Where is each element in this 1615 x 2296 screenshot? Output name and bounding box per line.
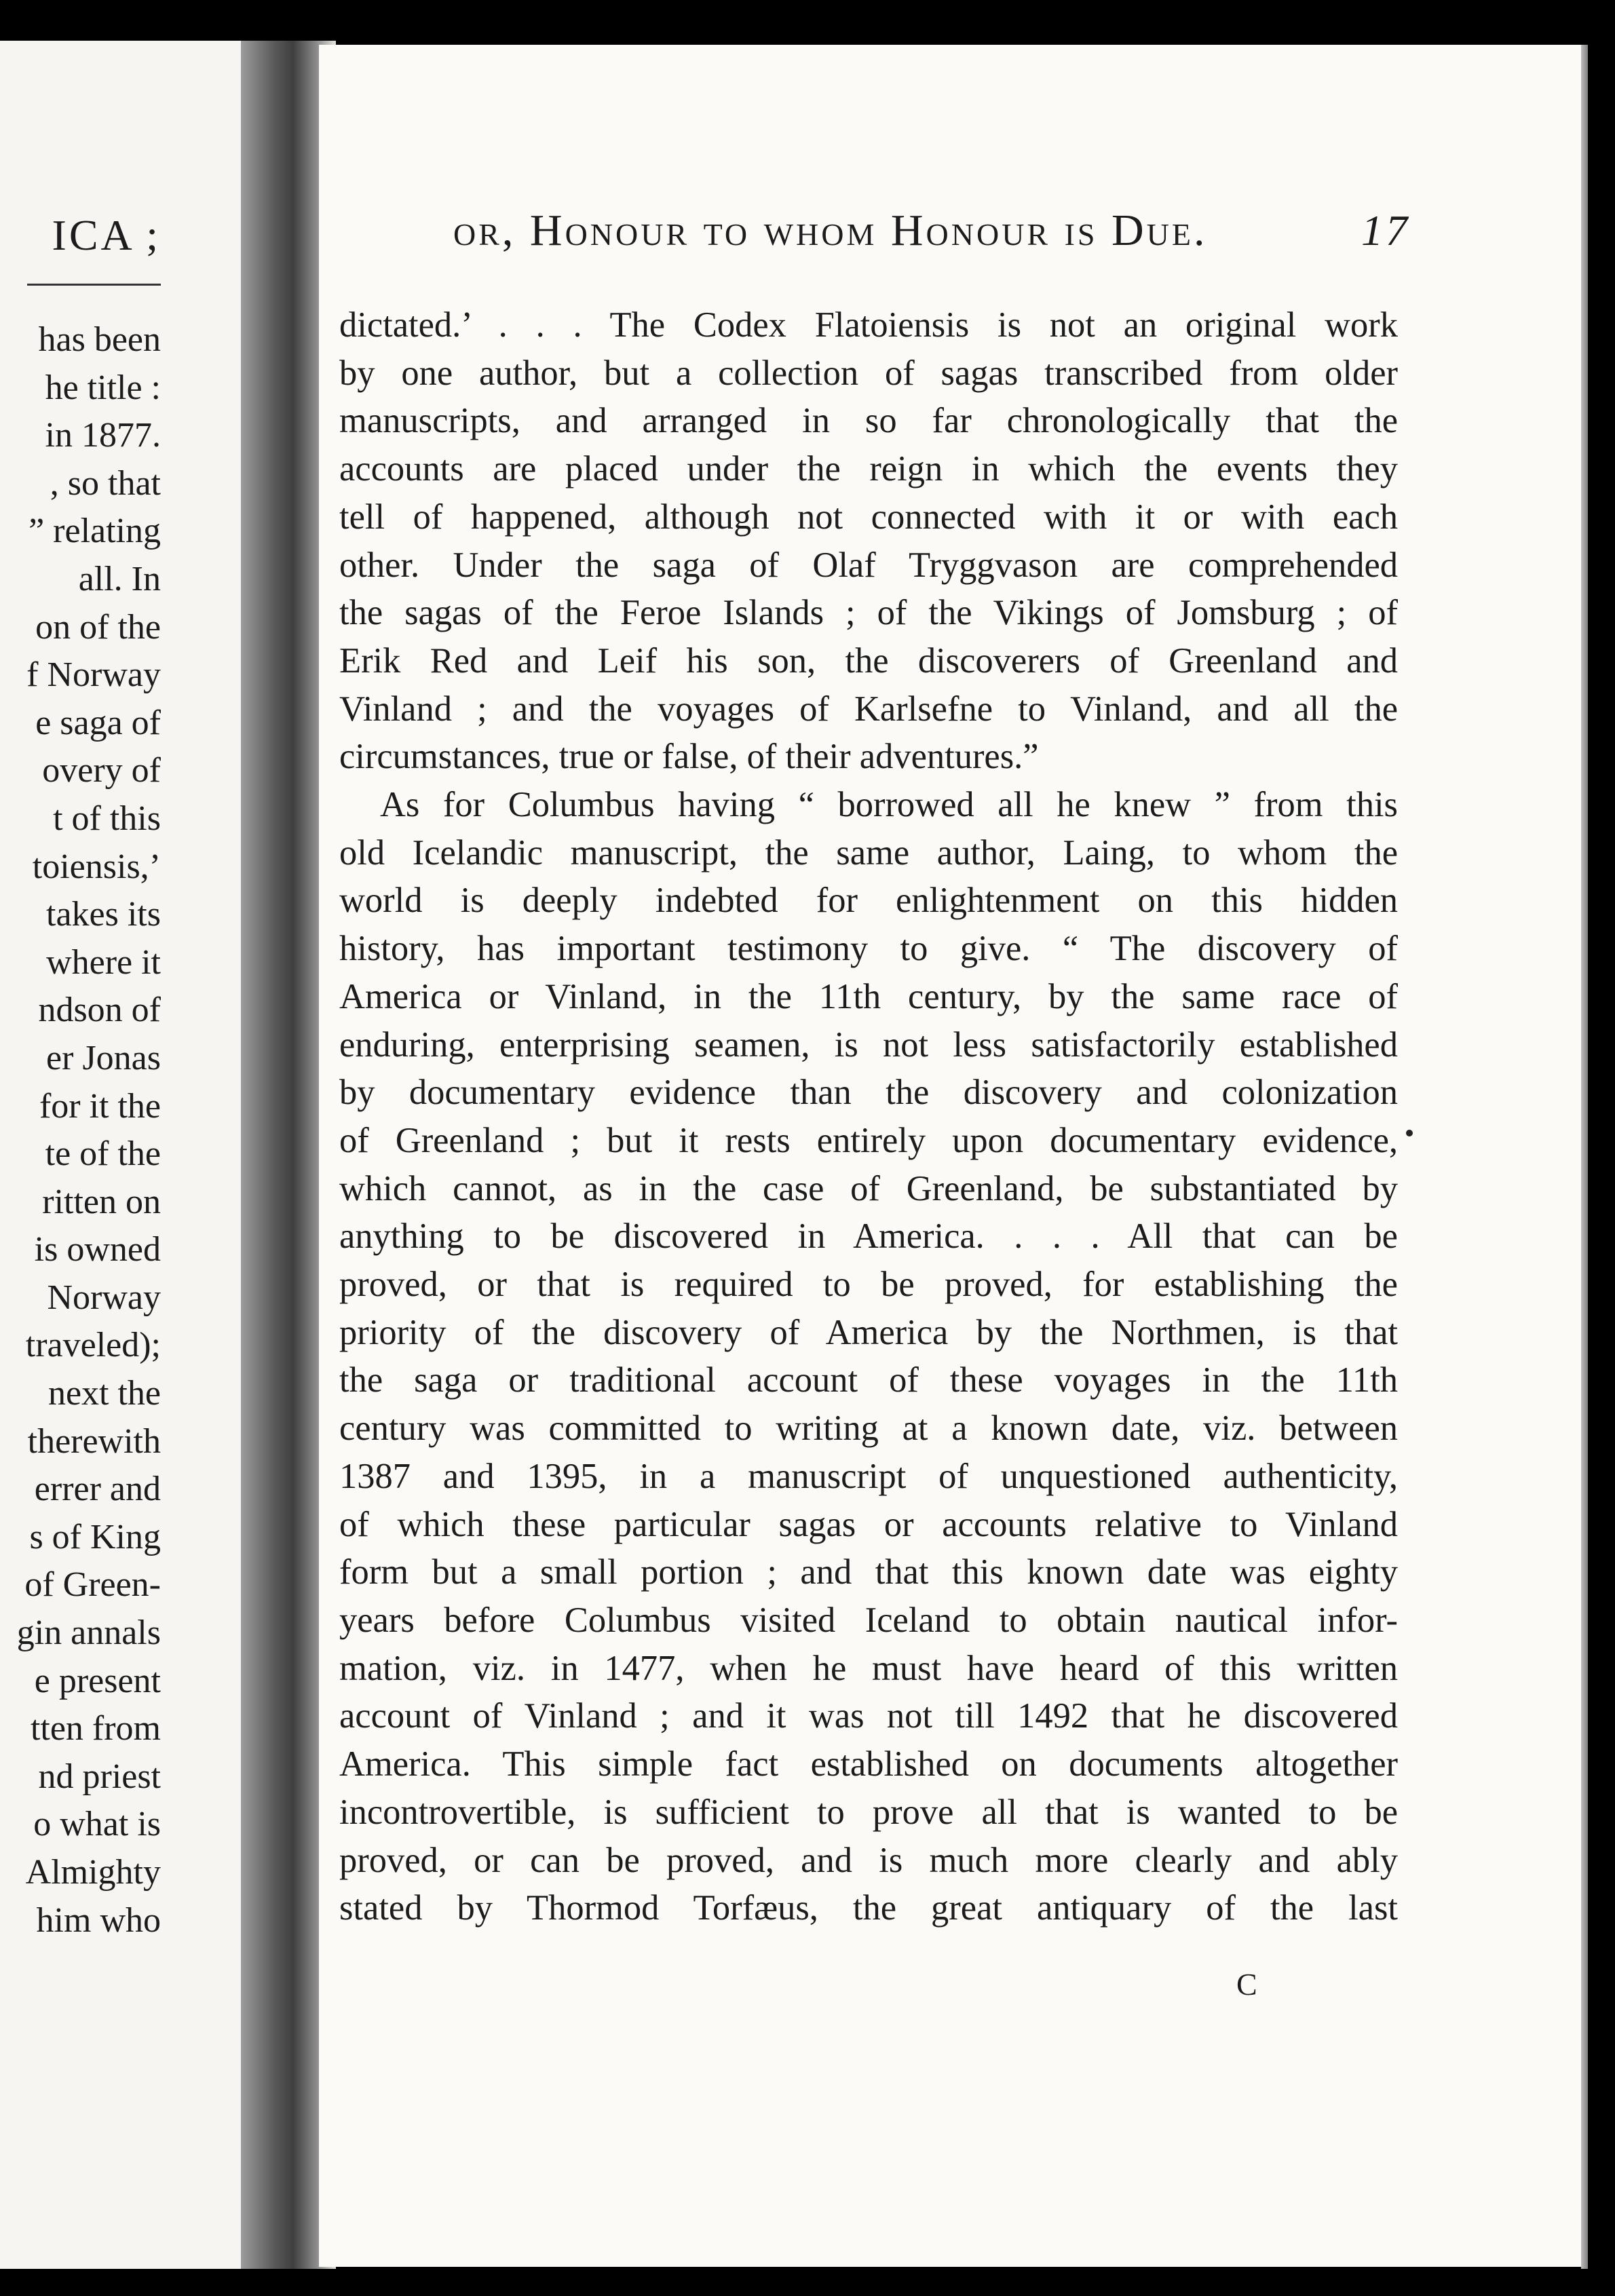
body-text-line: form but a small portion ; and that this known date was eighty (339, 1552, 1398, 1592)
left-text-line: er Jonas (46, 1038, 161, 1077)
left-text-line: t of this (53, 799, 161, 838)
left-text-line: traveled); (25, 1326, 161, 1365)
left-text-line: tten from (30, 1709, 161, 1748)
body-text-line: years before Columbus visited Iceland to obtain nautical infor- (339, 1600, 1398, 1640)
body-text-line: world is deeply indebted for enlightenment on this hidden (339, 881, 1398, 921)
left-text-line: on of the (35, 607, 161, 647)
left-header-rule (27, 284, 161, 286)
body-text-line: account of Vinland ; and it was not till 1492 that he discovered (339, 1696, 1398, 1736)
body-text-line: incontrovertible, is sufficient to prove all that is wanted to be (339, 1792, 1398, 1832)
left-text-line: ritten on (42, 1182, 161, 1221)
left-text-line: Almighty (25, 1853, 161, 1892)
body-text-line: Vinland ; and the voyages of Karlsefne to Vinland, and all the (339, 689, 1398, 729)
left-text-line: therewith (27, 1421, 161, 1461)
body-text-line: proved, or can be proved, and is much more clearly and ably (339, 1840, 1398, 1880)
left-text-line: for it the (39, 1086, 161, 1126)
body-text-line: of Greenland ; but it rests entirely upon documentary evidence, (339, 1120, 1398, 1160)
running-head (453, 205, 1410, 256)
body-text-line: proved, or that is required to be proved, for establishing the (339, 1265, 1398, 1305)
body-text-line: mation, viz. in 1477, when he must have heard of this written (339, 1648, 1398, 1688)
body-text-line: the saga or traditional account of these voyages in the 11th (339, 1360, 1398, 1400)
scan-speck (1406, 1130, 1413, 1136)
left-text-line: e present (34, 1661, 161, 1700)
left-text-line: where it (46, 942, 161, 982)
body-text-line: tell of happened, although not connected with it or with each (339, 497, 1398, 537)
left-text-line: takes its (46, 895, 161, 934)
body-text-line: history, has important testimony to give. “ The discovery of (339, 929, 1398, 969)
left-text-line: Norway (47, 1278, 161, 1317)
left-text-line: has been (38, 320, 161, 359)
body-text-line: circumstances, true or false, of their adventures.” (339, 737, 1039, 777)
left-running-head: ICA ; (52, 211, 161, 259)
left-text-line: ndson of (38, 991, 161, 1030)
body-text-line: old Icelandic manuscript, the same author, Laing, to whom the (339, 833, 1398, 873)
body-text-line: Erik Red and Leif his son, the discoverers of Greenland and (339, 640, 1398, 681)
body-text-line: dictated.’ . . . The Codex Flatoiensis is not an original work (339, 305, 1398, 345)
left-text-line: s of King (29, 1517, 161, 1556)
left-text-line: he title : (45, 368, 161, 407)
left-page-text (0, 316, 161, 1945)
body-text-line: manuscripts, and arranged in so far chronologically that the (339, 401, 1398, 441)
scan-border-bottom (0, 2269, 1615, 2296)
left-text-line: te of the (45, 1134, 161, 1174)
body-text-line: other. Under the saga of Olaf Tryggvason are comprehended (339, 545, 1398, 585)
scan-border-right (1588, 0, 1615, 2296)
left-text-line: o what is (33, 1805, 161, 1844)
body-text-line: America. This simple fact established on documents altogether (339, 1744, 1398, 1784)
body-text-line: 1387 and 1395, in a manuscript of unquestioned authenticity, (339, 1456, 1398, 1496)
left-text-line: toiensis,’ (32, 847, 161, 886)
body-text (339, 301, 1398, 1932)
body-text-line: which cannot, as in the case of Greenland, be substantiated by (339, 1168, 1398, 1208)
running-title: or, Honour to whom Honour is Due. (453, 206, 1208, 255)
left-text-line: gin annals (16, 1613, 161, 1653)
body-text-line: of which these particular sagas or accounts relative to Vinland (339, 1504, 1398, 1544)
body-text-line: enduring, enterprising seamen, is not less satisfactorily established (339, 1025, 1398, 1065)
body-text-line: by one author, but a collection of sagas transcribed from older (339, 353, 1398, 393)
left-text-line: in 1877. (45, 416, 161, 455)
left-text-line: f Norway (26, 655, 161, 695)
left-text-line: of Green- (24, 1565, 161, 1605)
left-text-line: all. In (78, 559, 161, 598)
page-number: 17 (1361, 206, 1410, 254)
body-text-line: century was committed to writing at a known date, viz. between (339, 1409, 1398, 1449)
left-text-line: e saga of (35, 703, 161, 742)
body-text-line: As for Columbus having “ borrowed all he knew ” from this (380, 785, 1398, 825)
left-text-line: , so that (50, 463, 161, 503)
body-text-line: by documentary evidence than the discovery and colonization (339, 1073, 1398, 1113)
left-page (0, 41, 241, 2273)
scan-border-top (0, 0, 1615, 42)
body-text-line: anything to be discovered in America. . . . All that can be (339, 1217, 1398, 1257)
left-text-line: next the (48, 1374, 161, 1413)
left-text-line: overy of (42, 751, 161, 790)
signature-mark: C (1236, 1967, 1257, 2002)
body-text-line: priority of the discovery of America by the Northmen, is that (339, 1312, 1398, 1352)
body-text-line: America or Vinland, in the 11th century, by the same race of (339, 976, 1398, 1016)
left-text-line: ” relating (28, 512, 161, 551)
left-text-line: nd priest (38, 1757, 161, 1796)
left-text-line: errer and (34, 1470, 161, 1509)
left-text-line: him who (36, 1900, 161, 1940)
left-text-line: is owned (34, 1230, 161, 1269)
body-text-line: the sagas of the Feroe Islands ; of the Vikings of Jomsburg ; of (339, 593, 1398, 633)
body-text-line: stated by Thormod Torfæus, the great antiquary of the last (339, 1888, 1398, 1928)
body-text-line: accounts are placed under the reign in which the events they (339, 449, 1398, 489)
